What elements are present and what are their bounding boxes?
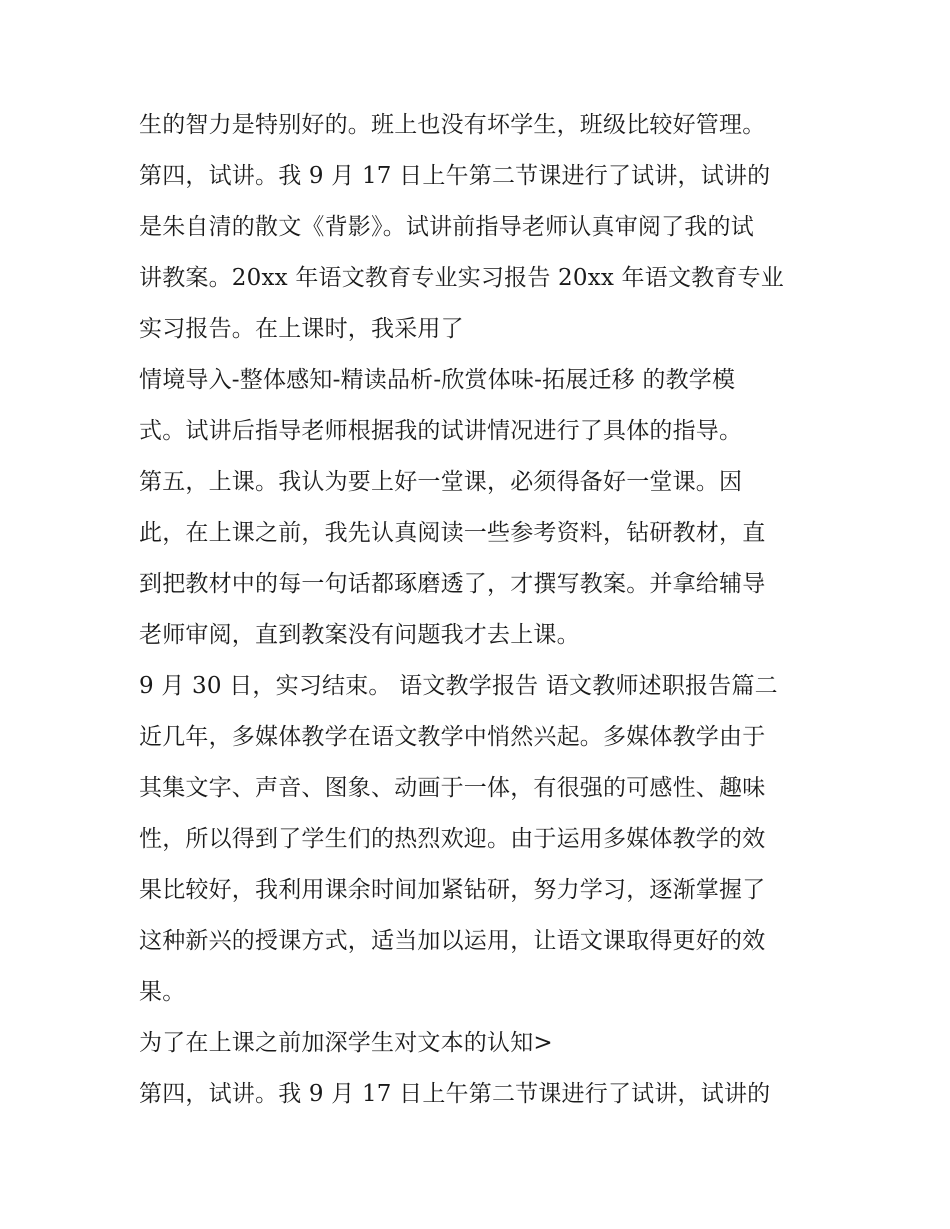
text-line: 第四，试讲。我 9 月 17 日上午第二节课进行了试讲，试讲的: [139, 1081, 771, 1107]
text-line: 为了在上课之前加深学生对文本的认知>: [139, 1030, 553, 1056]
text-line: 实习报告。在上课时，我采用了: [139, 316, 464, 342]
text-line: 第四，试讲。我 9 月 17 日上午第二节课进行了试讲，试讲的: [139, 163, 771, 189]
document-body: [139, 100, 829, 1120]
text-line: 9 月 30 日，实习结束。 语文教学报告 语文教师述职报告篇二: [139, 673, 778, 699]
text-line: 老师审阅，直到教案没有问题我才去上课。: [139, 622, 580, 648]
text-line: 果。: [139, 979, 186, 1005]
text-line: 第五，上课。我认为要上好一堂课，必须得备好一堂课。因: [139, 469, 743, 495]
text-line: 到把教材中的每一句话都琢磨透了，才撰写教案。并拿给辅导: [139, 571, 766, 597]
text-line: 果比较好，我利用课余时间加紧钻研，努力学习，逐渐掌握了: [139, 877, 766, 903]
text-line: 情境导入-整体感知-精读品析-欣赏体味-拓展迁移 的教学模: [139, 367, 736, 393]
text-line: 近几年，多媒体教学在语文教学中悄然兴起。多媒体教学由于: [139, 724, 766, 750]
text-line: 这种新兴的授课方式，适当加以运用，让语文课取得更好的效: [139, 928, 766, 954]
text-line: 此，在上课之前，我先认真阅读一些参考资料，钻研教材，直: [139, 520, 766, 546]
text-line: 性，所以得到了学生们的热烈欢迎。由于运用多媒体教学的效: [139, 826, 766, 852]
text-line: 是朱自清的散文《背影》。试讲前指导老师认真审阅了我的试: [139, 214, 754, 240]
text-line: 讲教案。20xx 年语文教育专业实习报告 20xx 年语文教育专业: [139, 265, 784, 291]
text-line: 其集文字、声音、图象、动画于一体，有很强的可感性、趣味: [139, 775, 766, 801]
text-line: 式。试讲后指导老师根据我的试讲情况进行了具体的指导。: [139, 418, 743, 444]
text-line: 生的智力是特别好的。班上也没有坏学生，班级比较好管理。: [139, 112, 766, 138]
